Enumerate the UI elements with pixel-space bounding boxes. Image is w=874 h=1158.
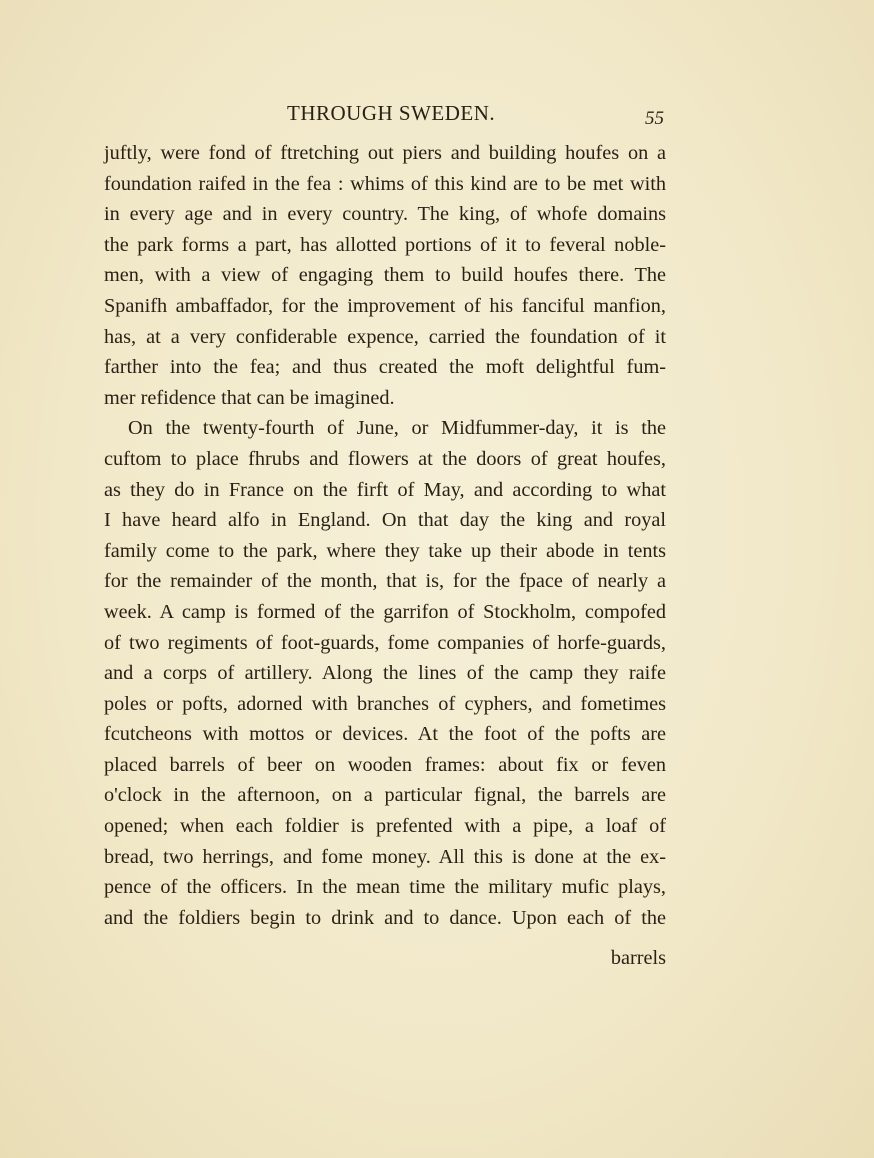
text-line: foundation raifed in the fea : whims of this kind are to be met with — [104, 172, 666, 195]
text-line: juftly, were fond of ftretching out piers and building houfes on a — [104, 142, 666, 164]
text-line: week. A camp is formed of the garrifon of Stockholm, compofed — [104, 600, 666, 623]
page-number: 55 — [645, 108, 664, 129]
text-line: family come to the park, where they take up their abode in tents — [104, 539, 666, 562]
text-line: and the foldiers begin to drink and to dance. Upon each of the — [104, 906, 666, 929]
text-line: Spanifh ambaffador, for the improvement of his fanciful manfion, — [104, 294, 666, 317]
text-line: as they do in France on the firft of May, and according to what — [104, 478, 666, 501]
running-head: THROUGH SWEDEN. — [287, 101, 496, 125]
catchword: barrels — [610, 947, 666, 969]
text-line: for the remainder of the month, that is, for the fpace of nearly a — [104, 570, 666, 593]
text-line: the park forms a part, has allotted portions of it to feveral noble- — [104, 233, 666, 256]
text-line: fcutcheons with mottos or devices. At the foot of the pofts are — [104, 723, 666, 746]
text-line: poles or pofts, adorned with branches of cyphers, and fometimes — [104, 692, 666, 715]
text-line: placed barrels of beer on wooden frames: about fix or feven — [104, 753, 666, 776]
text-line: bread, two herrings, and fome money. All this is done at the ex- — [104, 845, 666, 868]
text-line: farther into the fea; and thus created the moft delightful fum- — [104, 356, 666, 379]
catchword-row — [104, 943, 666, 974]
text-line: in every age and in every country. The king, of whofe domains — [104, 203, 666, 226]
text-line: pence of the officers. In the mean time the military mufic plays, — [104, 876, 666, 899]
text-line: opened; when each foldier is prefented with a pipe, a loaf of — [104, 815, 666, 838]
text-line: I have heard alfo in England. On that day the king and royal — [104, 509, 666, 532]
text-line: cuftom to place fhrubs and flowers at the doors of great houfes, — [104, 447, 666, 470]
paragraph-start-line: On the twenty-fourth of June, or Midfummer-day, it is the — [128, 417, 666, 440]
text-line: o'clock in the afternoon, on a particular fignal, the barrels are — [104, 784, 666, 807]
text-line: of two regiments of foot-guards, fome companies of horfe-guards, — [104, 631, 666, 654]
text-line: has, at a very confiderable expence, carried the foundation of it — [104, 325, 666, 348]
text-line: men, with a view of engaging them to build houfes there. The — [104, 264, 666, 287]
text-line: and a corps of artillery. Along the lines of the camp they raife — [104, 662, 666, 685]
body-text — [104, 138, 666, 933]
text-line: mer refidence that can be imagined. — [104, 386, 395, 409]
